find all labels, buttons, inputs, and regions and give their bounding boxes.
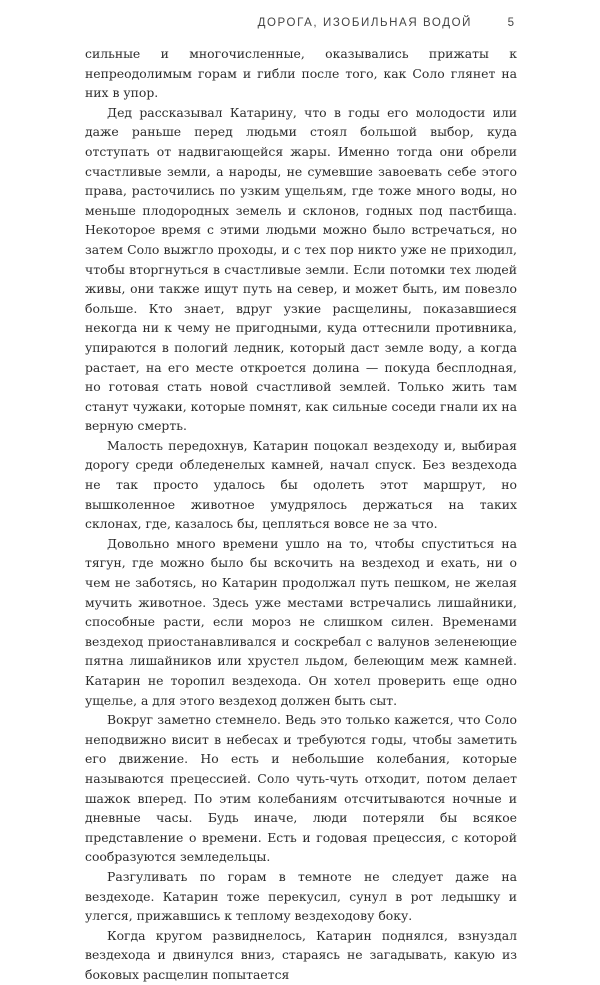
- page-number: 5: [507, 17, 514, 29]
- running-head: [0, 17, 600, 37]
- paragraph: Когда кругом развиднелось, Катарин поднялся, взнуздал вездехода и двинулся вниз, стараясь не загадывать, какую из боковых расщелин попытается: [85, 927, 517, 982]
- chapter-title: ДОРОГА, ИЗОБИЛЬНАЯ ВОДОЙ: [257, 17, 472, 29]
- paragraph: Разгуливать по горам в темноте не следует даже на вездеходе. Катарин тоже перекусил, сунул в рот ледышку и улегся, прижавшись к теплому вездеходову боку.: [85, 868, 517, 924]
- paragraph: Довольно много времени ушло на то, чтобы спуститься на тягун, где можно было бы вскочить на вездеход и ехать, ни о чем не заботясь, но Катарин продолжал путь пешком, не желая мучить животное. Здесь уже местами встречались лишайники, способные расти, если мороз не слишком силен. Временами вездеход приостанавливался и соскребал с валунов зеленеющие пятна лишайников или хрустел льдом, белеющим меж камней. Катарин не торопил вездехода. Он хотел проверить еще одно ущелье, а для этого вездеход должен быть сыт.: [85, 535, 517, 708]
- paragraph: Малость передохнув, Катарин поцокал вездеходу и, выбирая дорогу среди обледенелых камней, начал спуск. Без вездехода не так просто удалось бы одолеть этот маршрут, но вышколенное животное умудрялось держаться на таких склонах, где, казалось бы, цепляться вовсе не за что.: [85, 437, 517, 532]
- paragraph: Дед рассказывал Катарину, что в годы его молодости или даже раньше перед людьми стоял большой выбор, куда отступать от надвигающейся жары. Именно тогда они обрели счастливые земли, а народы, не сумевшие завоевать себе этого права, расточились по узким ущельям, где тоже много воды, но меньше плодородных земель и склонов, годных под пастбища. Некоторое время с этими людьми можно было встречаться, но затем Соло выжгло проходы, и с тех пор никто уже не приходил, чтобы вторгнуться в счастливые земли. Если потомки тех людей живы, они также ищут путь на север, и может быть, им повезло больше. Кто знает, вдруг узкие расщелины, показавшиеся некогда ни к чему не пригодными, куда оттеснили противника, упираются в пологий ледник, который даст земле воду, а когда растает, на его месте откроется долина — покуда бесплодная, но готовая стать новой счастливой землей. Только жить там станут чужаки, которые помнят, как сильные соседи гнали их на верную смерть.: [85, 104, 517, 434]
- body-text: [85, 44, 517, 985]
- paragraph: Вокруг заметно стемнело. Ведь это только кажется, что Соло неподвижно висит в небесах и требуются годы, чтобы заметить его движение. Но есть и небольшие колебания, которые называются прецессией. Соло чуть-чуть отходит, потом делает шажок вперед. По этим колебаниям отсчитываются ночные и дневные часы. Будь иначе, люди потеряли бы всякое представление о времени. Есть и годовая прецессия, с которой сообразуются земледельцы.: [85, 712, 517, 865]
- paragraph: сильные и многочисленные, оказывались прижаты к непреодолимым горам и гибли после того, как Соло глянет на них в упор.: [85, 46, 517, 101]
